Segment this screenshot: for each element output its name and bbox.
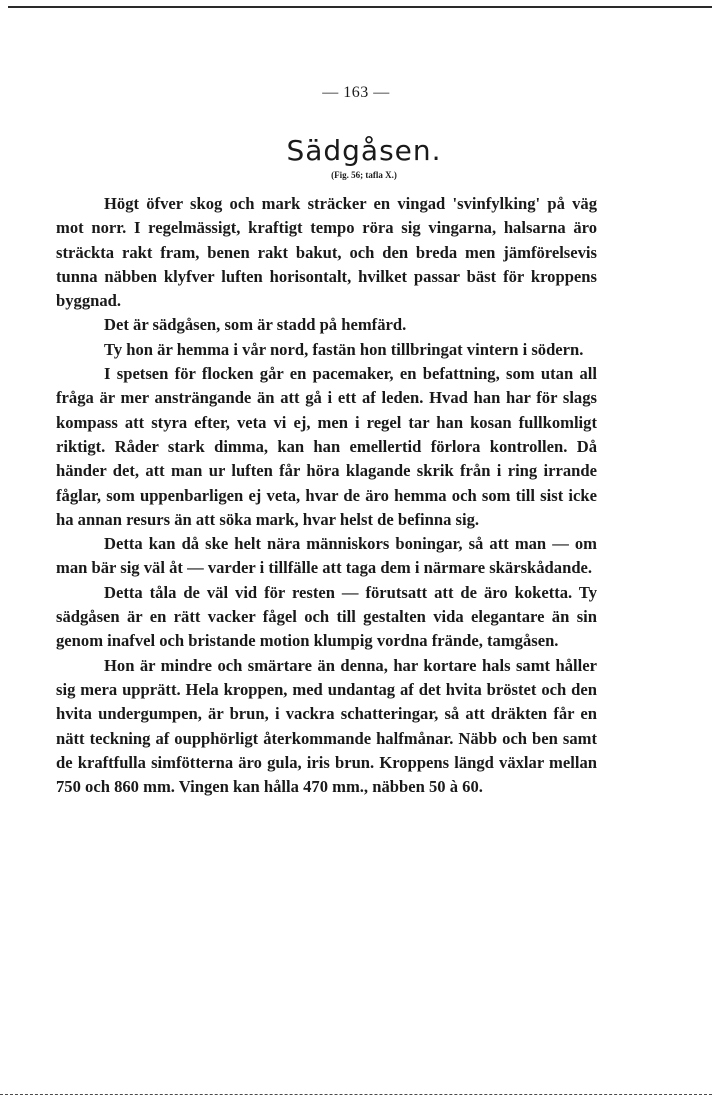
page-number: — 163 — [322, 84, 390, 101]
paragraph: Högt öfver skog och mark sträcker en vingad 'svinfylking' på väg mot norr. I regelmässigt, kraftigt tempo röra sig vingarna, halsarna äro sträckta rakt fram, benen rakt bakut, och den breda men jämförelsevis tunna näbben klyfver luften horisontalt, hvilket passar bäst för kroppens byggnad. [56, 194, 597, 311]
paragraph: Ty hon är hemma i vår nord, fastän hon tillbringat vintern i södern. [104, 339, 584, 359]
body-text [56, 192, 597, 799]
bottom-border-line [0, 1094, 712, 1095]
paragraph: Detta tåla de väl vid för resten — förutsatt att de äro koketta. Ty sädgåsen är en rätt vacker fågel och till gestalten vida elegantare än sin genom inafvel och bristande motion klumpig vordna frände, tamgåsen. [56, 582, 597, 651]
paragraph: Det är sädgåsen, som är stadd på hemfärd. [104, 315, 407, 335]
figure-reference: (Fig. 56; tafla X.) [331, 170, 397, 180]
paragraph: Detta kan då ske helt nära människors boningar, så att man — om man bär sig väl åt — varder i tillfälle att taga dem i närmare skärskådande. [56, 534, 597, 578]
paragraph: Hon är mindre och smärtare än denna, har kortare hals samt håller sig mera upprätt. Hela kroppen, med undantag af det hvita bröstet och den hvita undergumpen, är brun, i vackra schatteringar, så att dräkten får en nätt teckning af oupphörligt återkommande halfmånar. Näbb och ben samt de kraftfulla simfötterna äro gula, iris brun. Kroppens längd växlar mellan 750 och 860 mm. Vingen kan hålla 470 mm., näbben 50 à 60. [56, 655, 597, 797]
top-border-line [8, 6, 712, 8]
chapter-title: Sädgåsen. [286, 134, 442, 167]
paragraph: I spetsen för flocken går en pacemaker, en befattning, som utan all fråga är mer ansträngande än att gå i ett af leden. Hvad han har för slags kompass att styra efter, veta vi ej, men i regel tar han kosan fullkomligt riktigt. Råder stark dimma, kan han emellertid förlora kontrollen. Då händer det, att man ur luften får höra klagande skrik från i ring irrande fåglar, som uppenbarligen ej veta, hvar de äro hemma och som till sist icke ha annan resurs än att söka mark, hvar helst de befinna sig. [56, 364, 597, 529]
